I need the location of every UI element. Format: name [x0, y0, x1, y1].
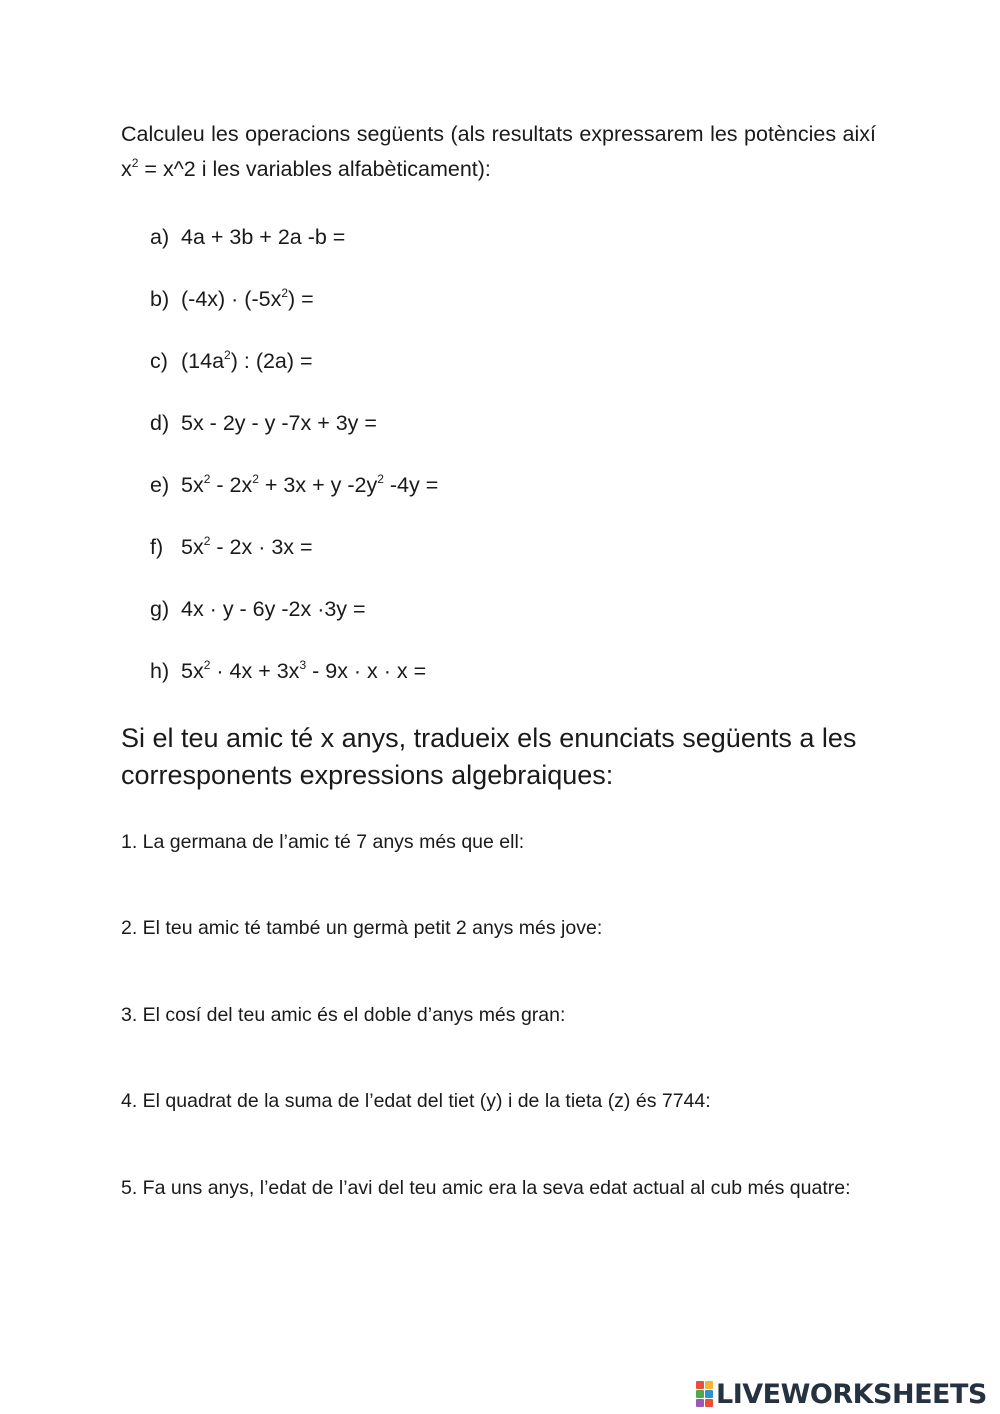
- operation-expression: [181, 532, 313, 594]
- expression-text: (14a: [181, 349, 225, 373]
- operation-label: c): [150, 349, 168, 373]
- expression-text: 5x: [181, 473, 204, 497]
- operation-label: b): [150, 287, 170, 311]
- question-2: 2. El teu amic té també un germà petit 2 anys més jove:: [121, 917, 603, 939]
- operation-label: d): [150, 411, 170, 435]
- operation-item: [150, 532, 438, 594]
- liveworksheets-logo-icon: [696, 1381, 713, 1407]
- expression-text: 5x - 2y - y -7x + 3y =: [181, 411, 377, 435]
- exponent: 2: [252, 472, 259, 486]
- logo-square: [705, 1381, 713, 1389]
- instructions-text-end: = x^2 i les variables alfabèticament):: [138, 157, 491, 181]
- operation-expression: [181, 346, 313, 408]
- exponent: 2: [203, 472, 211, 486]
- logo-square: [696, 1399, 704, 1407]
- exponent: 2: [224, 348, 231, 362]
- operation-item: [150, 222, 438, 284]
- question-4: 4. El quadrat de la suma de l’edat del tiet (y) i de la tieta (z) és 7744:: [121, 1090, 711, 1112]
- operation-item: [150, 408, 438, 470]
- operation-item: [150, 594, 438, 656]
- expression-text: + 3x + y -2y: [258, 473, 378, 497]
- operations-list: [150, 222, 438, 718]
- instructions-paragraph: [121, 117, 876, 187]
- expression-text: 4x · y - 6y -2x ·3y =: [181, 597, 366, 621]
- section-heading: Si el teu amic té x anys, tradueix els enunciats següents a les corresponents expressions algebraiques:: [121, 723, 857, 790]
- question-1: 1. La germana de l’amic té 7 anys més que ell:: [121, 831, 525, 853]
- question-3: 3. El cosí del teu amic és el doble d’anys més gran:: [121, 1004, 566, 1026]
- expression-text: - 9x · x · x =: [306, 659, 427, 683]
- operation-expression: [181, 222, 345, 284]
- expression-text: 5x: [181, 535, 204, 559]
- expression-text: ) =: [288, 287, 314, 311]
- operation-expression: [181, 594, 366, 656]
- logo-square: [705, 1390, 713, 1398]
- operation-item: [150, 346, 438, 408]
- logo-square: [696, 1381, 704, 1389]
- operation-label: a): [150, 225, 170, 249]
- operation-item: [150, 656, 438, 718]
- expression-text: ) : (2a) =: [230, 349, 313, 373]
- expression-text: (-4x) · (-5x: [181, 287, 282, 311]
- operation-label: f): [150, 535, 164, 559]
- expression-text: - 2x: [210, 473, 253, 497]
- operation-expression: [181, 284, 314, 346]
- operation-expression: [181, 408, 377, 470]
- question-5: 5. Fa uns anys, l’edat de l’avi del teu amic era la seva edat actual al cub més quatre:: [121, 1177, 851, 1199]
- expression-text: · 4x + 3x: [210, 659, 300, 683]
- operation-expression: [181, 470, 438, 532]
- operation-label: g): [150, 597, 170, 621]
- exponent: 2: [281, 286, 289, 300]
- expression-text: 4a + 3b + 2a -b =: [181, 225, 346, 249]
- logo-square: [696, 1390, 704, 1398]
- expression-text: 5x: [181, 659, 204, 683]
- exponent: 2: [203, 658, 211, 672]
- operation-label: e): [150, 473, 170, 497]
- operation-expression: [181, 656, 426, 718]
- liveworksheets-logo: [696, 1377, 987, 1411]
- instructions-text-start: Calculeu les operacions següents (als resultats expressarem les potències així x: [121, 122, 876, 181]
- exponent: 2: [377, 472, 384, 486]
- expression-text: -4y =: [383, 473, 439, 497]
- expression-text: - 2x · 3x =: [210, 535, 313, 559]
- exponent: 2: [203, 534, 211, 548]
- logo-square: [705, 1399, 713, 1407]
- logo-text: LIVEWORKSHEETS: [716, 1378, 987, 1410]
- instructions-superscript: 2: [131, 156, 139, 170]
- exponent: 3: [299, 658, 307, 672]
- operation-item: [150, 470, 438, 532]
- operation-item: [150, 284, 438, 346]
- operation-label: h): [150, 659, 170, 683]
